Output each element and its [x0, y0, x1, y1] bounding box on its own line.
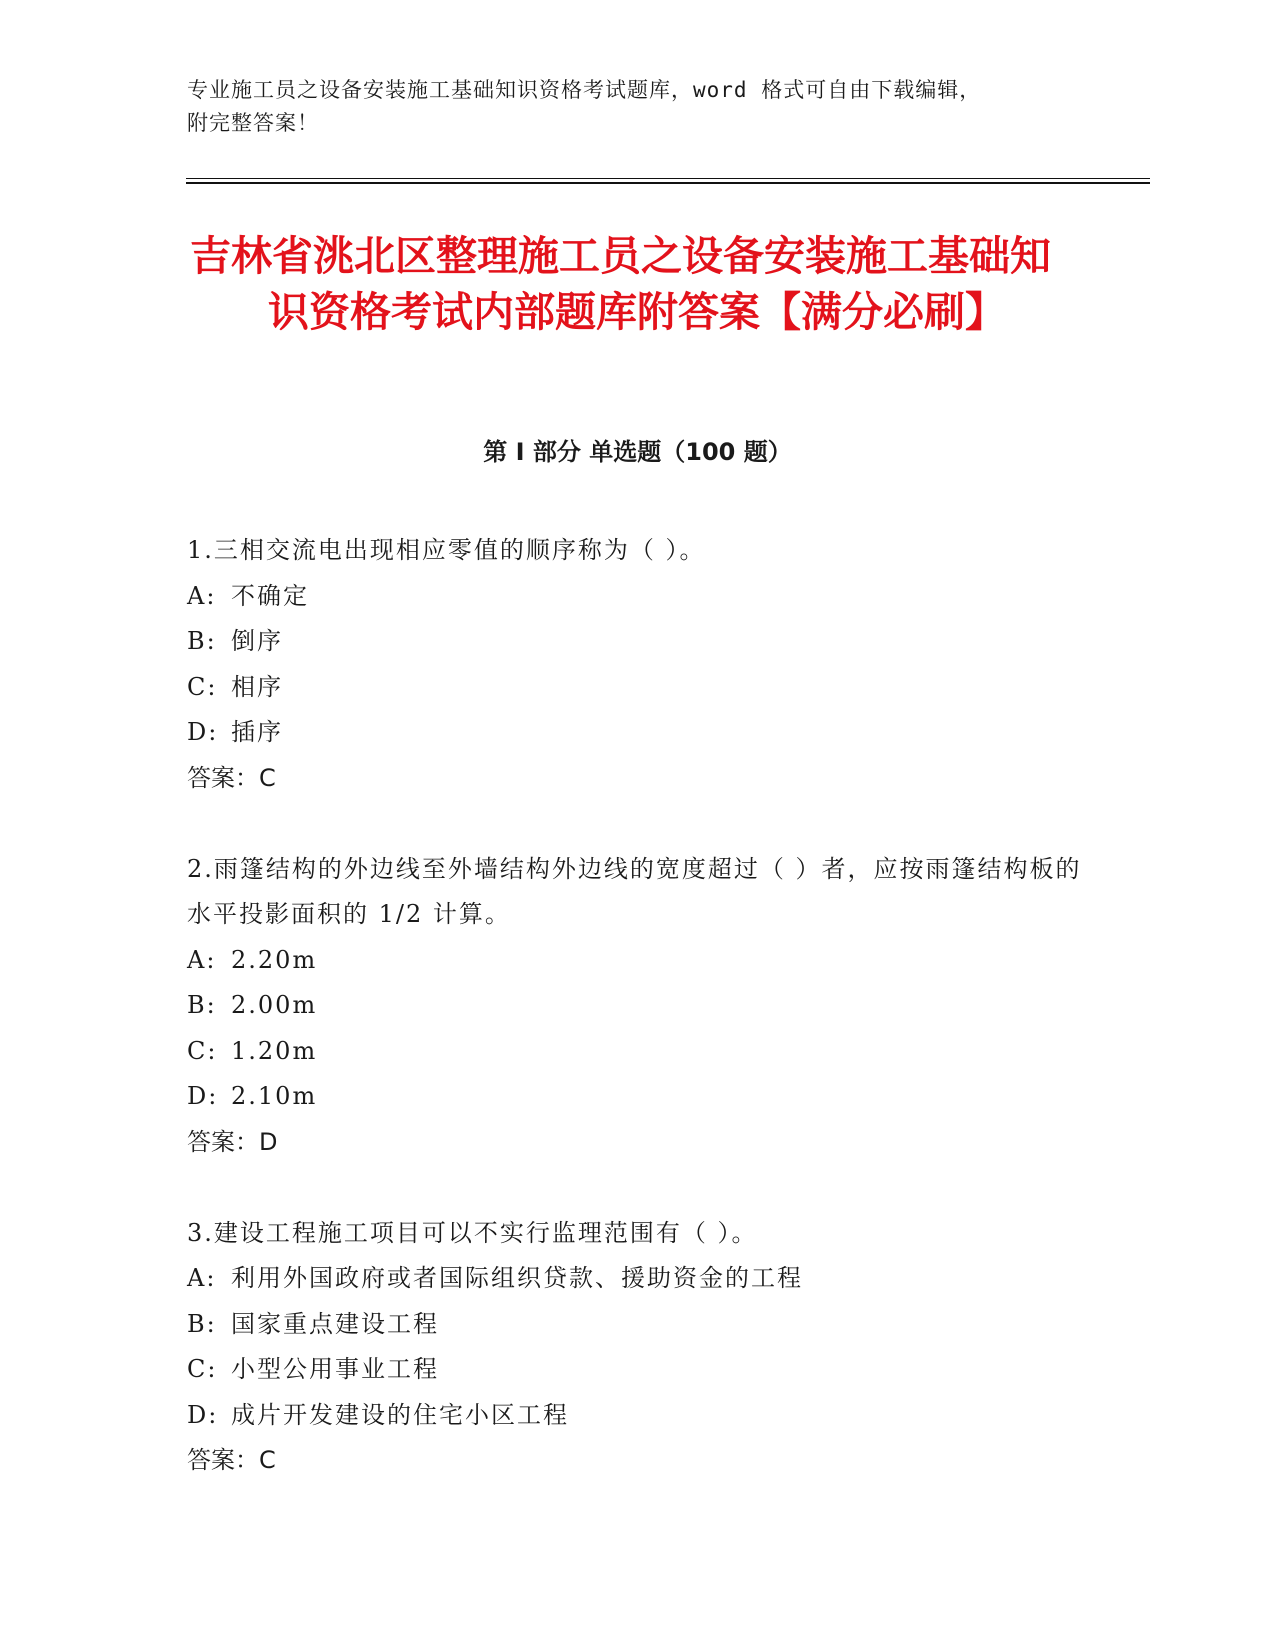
answer-option: [187, 1302, 1087, 1348]
option-letter: C:: [187, 672, 218, 701]
option-text: 利用外国政府或者国际组织贷款、援助资金的工程: [231, 1264, 803, 1292]
question-list: [187, 528, 1087, 1484]
option-letter: A:: [187, 581, 217, 610]
answer-option: [187, 710, 1087, 756]
option-text: 1.20m: [231, 1036, 318, 1065]
option-letter: C:: [187, 1355, 218, 1383]
question-stem: 2.雨篷结构的外边线至外墙结构外边线的宽度超过（ ）者，应按雨篷结构板的水平投影面积的 1/2 计算。: [187, 854, 1082, 928]
answer-option: [187, 619, 1087, 665]
option-text: 插序: [231, 718, 283, 746]
option-letter: B:: [187, 627, 217, 655]
header-divider-thin: [186, 178, 1150, 179]
option-letter: D:: [187, 718, 219, 746]
header-note-line: 附完整答案！: [187, 111, 319, 135]
option-letter: B:: [187, 1309, 217, 1338]
question-item: [187, 1211, 1087, 1484]
question-item: [187, 528, 1087, 801]
option-letter: D:: [187, 1400, 219, 1429]
option-text: 不确定: [231, 581, 309, 610]
option-letter: D:: [187, 1082, 219, 1110]
question-spacer: [187, 1165, 1087, 1211]
answer-option: [187, 983, 1087, 1029]
option-letter: A:: [187, 945, 217, 974]
answer-option: [187, 1029, 1087, 1075]
answer-option: [187, 938, 1087, 984]
section-title: 第 I 部分 单选题（100 题）: [483, 438, 792, 466]
option-text: 相序: [231, 672, 283, 701]
option-text: 小型公用事业工程: [231, 1355, 439, 1383]
document-title: 吉林省洮北区整理施工员之设备安装施工基础知识资格考试内部题库附答案【满分必刷】: [190, 232, 1051, 336]
answer-option: [187, 1393, 1087, 1439]
option-text: 倒序: [231, 627, 283, 655]
header-divider-thick: [186, 182, 1150, 184]
answer-option: [187, 1074, 1087, 1120]
option-text: 2.20m: [231, 945, 318, 974]
header-note-line: 专业施工员之设备安装施工基础知识资格考试题库，word 格式可自由下载编辑，: [187, 78, 982, 102]
question-stem: 3.建设工程施工项目可以不实行监理范围有（ ）。: [187, 1218, 758, 1247]
question-answer: 答案：D: [187, 1127, 278, 1156]
answer-option: [187, 1347, 1087, 1393]
option-letter: B:: [187, 991, 217, 1019]
option-letter: C:: [187, 1036, 218, 1065]
option-text: 2.00m: [231, 991, 318, 1019]
question-item: [187, 847, 1087, 1166]
question-answer: 答案：C: [187, 1446, 276, 1474]
option-text: 国家重点建设工程: [231, 1309, 439, 1338]
option-text: 成片开发建设的住宅小区工程: [231, 1400, 569, 1429]
question-spacer: [187, 801, 1087, 847]
answer-option: [187, 574, 1087, 620]
option-text: 2.10m: [231, 1082, 318, 1110]
header-note: [187, 74, 1087, 140]
question-stem: 1.三相交流电出现相应零值的顺序称为（ ）。: [187, 536, 706, 564]
question-answer: 答案：C: [187, 763, 276, 792]
answer-option: [187, 1256, 1087, 1302]
option-letter: A:: [187, 1264, 217, 1292]
answer-option: [187, 665, 1087, 711]
